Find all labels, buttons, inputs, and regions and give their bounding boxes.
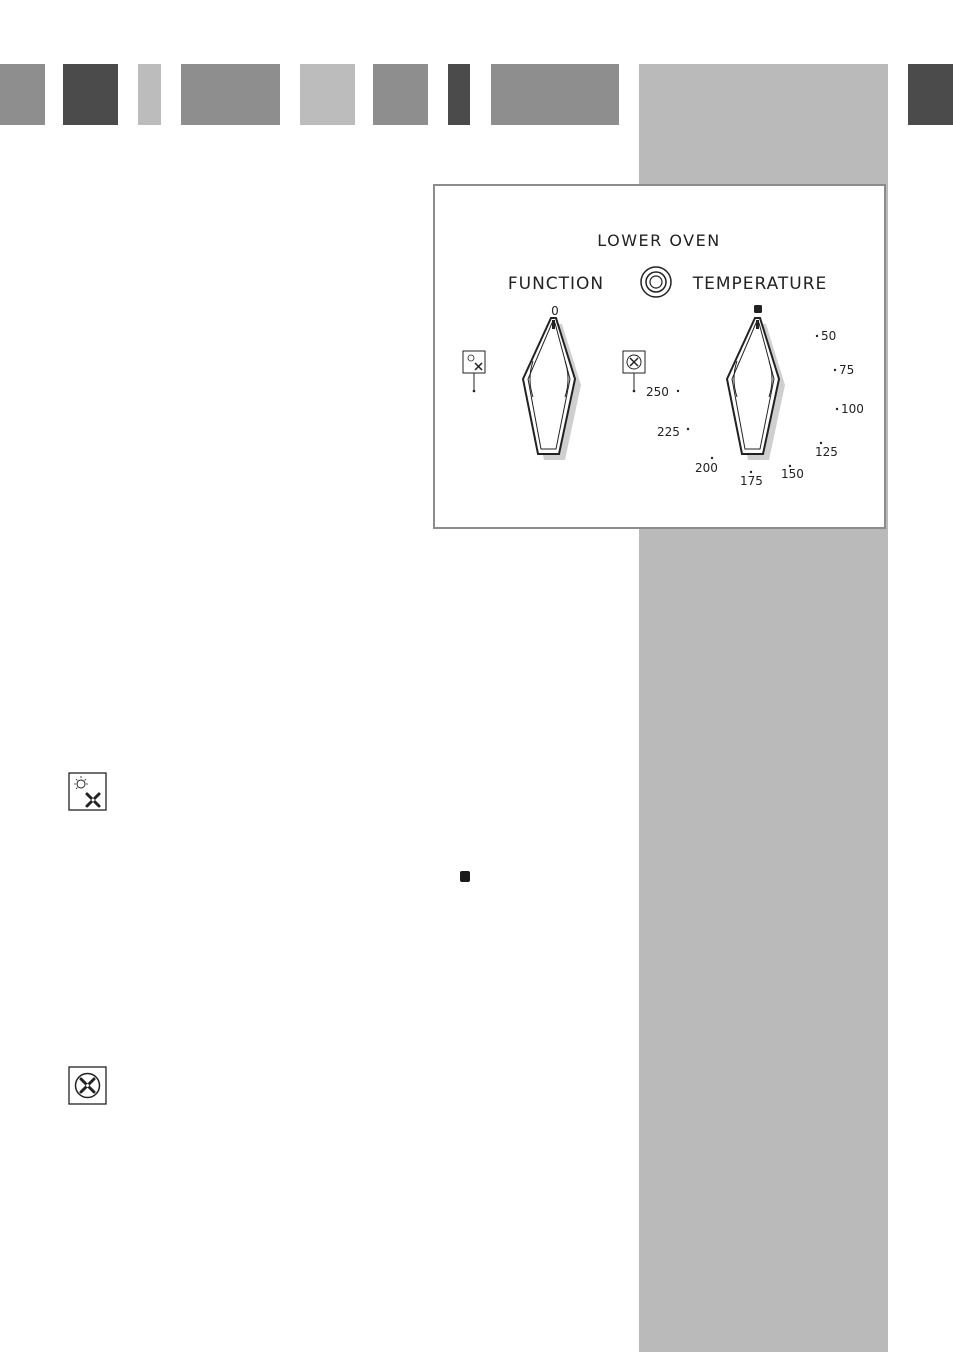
header-block-1 bbox=[0, 64, 45, 125]
header-block-6 bbox=[373, 64, 428, 125]
header-block-2 bbox=[63, 64, 118, 125]
control-panel-diagram bbox=[433, 184, 886, 529]
temp-mark-200: 200 bbox=[695, 461, 718, 475]
neon-indicator-icon bbox=[641, 267, 671, 297]
temp-mark-75: 75 bbox=[839, 363, 855, 377]
temp-mark-250: 250 bbox=[646, 385, 669, 399]
header-block-5 bbox=[300, 64, 355, 125]
temp-mark-100: 100 bbox=[841, 402, 864, 416]
temp-mark-150: 150 bbox=[781, 467, 804, 481]
header-block-10 bbox=[908, 64, 953, 125]
light-and-fan-icon bbox=[463, 351, 485, 392]
fan-icon bbox=[623, 351, 645, 392]
temp-mark-175: 175 bbox=[740, 474, 763, 488]
function-label: FUNCTION bbox=[507, 274, 605, 294]
function-off-mark: 0 bbox=[551, 304, 559, 318]
fan-icon bbox=[68, 1066, 108, 1110]
temperature-off-square bbox=[754, 305, 762, 313]
temperature-label: TEMPERATURE bbox=[692, 274, 828, 294]
header-block-3 bbox=[138, 64, 161, 125]
light-and-fan-icon bbox=[68, 772, 108, 816]
off-square-icon bbox=[460, 871, 470, 882]
function-knob[interactable] bbox=[523, 318, 581, 460]
temperature-knob[interactable] bbox=[727, 318, 785, 460]
header-block-7 bbox=[448, 64, 470, 125]
header-block-4 bbox=[181, 64, 280, 125]
temp-mark-50: 50 bbox=[821, 329, 837, 343]
temp-mark-225: 225 bbox=[657, 425, 680, 439]
temp-mark-125: 125 bbox=[815, 445, 838, 459]
header-block-8 bbox=[491, 64, 619, 125]
panel-title: LOWER OVEN bbox=[597, 231, 721, 250]
